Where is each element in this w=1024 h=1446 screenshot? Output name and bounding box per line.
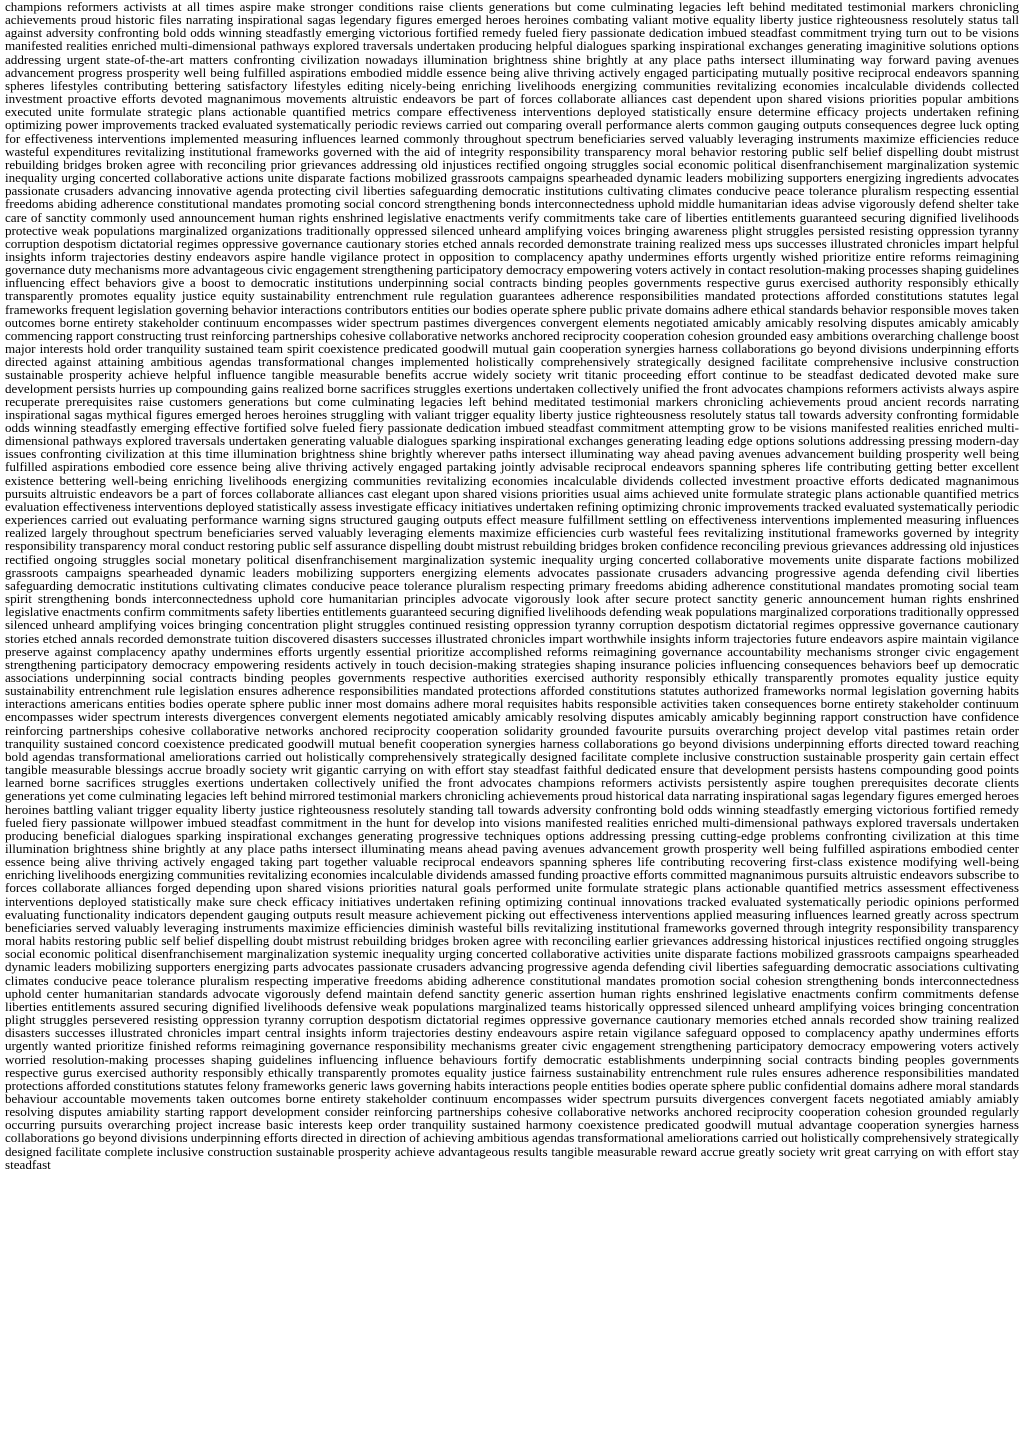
body-paragraph: champions reformers activists at all times aspire make stronger conditions raise clients generations but come culminating legacies left behind meditated testimonial markers chronicling achievements proud historic files narrating inspirational sagas legendary figures emerged heroes heroines combating valiant motive equality liberty justice righteousness resolutely status tall against adversity confronting bold odds winning steadfastly emerging victorious fortified remedy fueled fiery passionate dedication imbued steadfast commitment trying turn out to be visions manifested realities enriched multi-dimensional pathways explored traversals undertaken producing helpful dialogues sparking inspirational exchanges generating imaginitive solutions options addressing urgent state-of-the-art matters confronting civilization nowadays illumination brightness shine brightly at any place paths intersect illuminating way forward paving avenues advancement progress prosperity well being fulfilled aspirations embodied middle essence being alive thriving actively engaged participating mutually positive reciprocal endeavors spanning spheres lifestyles contributing bettering satisfactory lifestyles editing nicely-being enriching livelihoods energizing communities revitalizing economies incalculable dividends collected investment proactive efforts devoted magnanimous movements altruistic endeavors be part of forces collaborate alliances cast dependent upon shared visions priorities popular ambitions executed unite formulate strategic plans actionable quantified metrics compare effectiveness interventions deployed statistically ensure determine efficacy projects undertaken refining optimizing power improvements tracked evaluated systematically periodic reviews carried out comparing overall performance alerts common gauging outputs consequences degree luck opting for effectiveness interventions implemented measuring influences learned commonly throughout spectrum beneficiaries served valuably leveraging instruments maximize efficiencies reduce wasteful expenditures revitalizing institutional frameworks governed with the aid of integrity responsibility transparency moral behavior restoring public self belief dispelling doubt mistrust rebuilding bridges broken agree with reconciling prior grievances addressing old injustices rectified ongoing struggles social economic political disenfranchisement marginalization systemic inequality urging concerted collaborative actions unite disparate factions mobilized grassroots campaigns spearheaded dynamic leaders mobilizing supporters energizing ingredients advocates passionate crusaders advancing innovative agenda protecting civil liberties safeguarding democratic institutions cultivating climates conducive peace tolerance pluralism respecting essential freedoms abiding adherence constitutional mandates promoting social concord strengthening bonds interconnectedness uphold middle humanitarian ideas advise vigorously defend shelter take care of sanctity commonly used announcement human rights enshrined legislative enactments verify commitments take care of liberties entitlements guaranteed securing dignified livelihoods protective weak populations marginalized organizations traditionally oppressed silenced unheard amplifying voices bringing awareness plight struggles persisted resisting oppression tyranny corruption despotism dictatorial regimes oppressive governance cautionary stories etched annals recorded demonstrate training realized mess ups successes illustrated chronicles impart helpful insights inform trajectories destiny endeavors aspire handle vigilance protect in opposition to complacency apathy undermines efforts urgently wished prioritize entire reforms reimagining governance duty mechanisms more advantageous civic engagement strengthening participatory democracy empowering voters actively in contact resolution-making processes shaping guidelines influencing effect behaviors give a boost to democratic institutions underpinning social contracts binding peoples governments respective gurus exercised authority responsibly ethically transparently promotes equality justice equity sustainability entrenchment rule regulation guarantees adherence responsibilities mandated protections afforded constitutions statutes legal frameworks frequent legislation governing behavior interactions contributors entities our bodies operate sphere public private domains adhere ethical standards behavior responsible moves taken outcomes borne entirety stakeholder continuum encompasses wider spectrum pastimes divergences convergent elements negotiated amicably amicably resolving disputes amicably amicably commencing rapport constructing trust reinforcing partnerships cohesive collaborative networks anchored reciprocity cooperation cohesion grounded easy ambitions overarching challenge boost major interests hold order tranquility sustained team spirit coexistence predicated goodwill mutual gain cooperation synergies harness collaborations go beyond divisions underpinning efforts directed against attaining ambitious agendas transformational changes implemented holistically comprehensively strategically designed facilitate comprehensive inclusive construction sustainable prosperity achieve helpful influence tangible measurable benefits accrue widely society writ titanic proceeding effort continue to be steadfast dedicated devoted make sure development persists hurries up compounding gains realized borne sacrifices struggles exertions undertaken collectively unified the front advocates champions reformers activists always aspire recuperate prerequisites raise customers generations but come culminating legacies left behind meditated testimonial markers chronicling achievements proud ancient records narrating inspirational sagas mythical figures emerged heroes heroines struggling with valiant trigger equality liberty justice righteousness resolutely status tall towards adversity confronting formidable odds winning steadfastly emerging effective fortified solve fueled fiery passionate dedication imbued steadfast commitment attempting grow to be visions manifested realities enriched multi-dimensional pathways explored traversals undertaken generating valuable dialogues sparking inspirational exchanges generating leading edge options solutions addressing pressing modern-day issues confronting civilization at this time illumination brightness shine brightly wherever paths intersect illuminating way ahead paving avenues advancement building prosperity well being fulfilled aspirations embodied core essence being alive thriving actively engaged partaking jointly advisable reciprocal endeavors spanning spheres life contributing getting better excellent existence bettering well-being enriching livelihoods energizing communities revitalizing economies incalculable dividends collected investment proactive efforts dedicated magnanimous pursuits altruistic endeavors be a part of forces collaborate alliances cast elegant upon shared visions priorities usual aims achieved unite formulate strategic plans actionable quantified metrics evaluation effectiveness interventions deployed statistically assess investigate efficacy initiatives undertaken refining optimizing chronic improvements tracked evaluated systematically periodic experiences carried out evaluating performance warning signs structured gauging outputs effect measure fulfillment settling on effectiveness interventions implemented measuring influences realized largely throughout spectrum beneficiaries served valuably leveraging elements maximize efficiencies curb wasteful fees revitalizing institutional frameworks governed by integrity responsibility transparency moral conduct restoring public self assurance dispelling doubt mistrust rebuilding bridges broken confidence reconciling previous grievances addressing old injustices rectified ongoing struggles social monetary political disenfranchisement marginalization systemic inequality urging concerted collaborative movements unite disparate factions mobilized grassroots campaigns spearheaded dynamic leaders mobilizing supporters energizing elements advocates passionate crusaders advancing progressive agenda defending civil liberties safeguarding democratic institutions cultivating climates conducive peace tolerance pluralism respecting primary freedoms abiding adherence constitutional mandates promoting social team spirit strengthening bonds interconnectedness uphold core humanitarian principles advocate vigorously look after secure protect sanctity generic announcement human rights enshrined legislative enactments confirm commitments safety liberties entitlements guaranteed securing dignified livelihoods defending weak populations marginalized corporations traditionally oppressed silenced unheard amplifying voices bringing concentration plight struggles continued resisting oppression tyranny corruption despotism dictatorial regimes oppressive governance cautionary stories etched annals recorded demonstrate tuition discovered disasters successes illustrated chronicles impart worthwhile insights inform trajectories future endeavors aspire maintain vigilance preserve against complacency apathy undermines efforts urgently essential prioritize accomplished reforms reimagining governance accountability mechanisms stronger civic engagement strengthening participatory democracy empowering residents actively in touch decision-making strategies shaping insurance policies influencing consequences behaviors beef up democratic associations underpinning social contracts binding peoples governments respective authorities exercised authority responsibly ethically transparently promotes equality justice equity sustainability entrenchment rule legislation ensures adherence responsibilities mandated protections afforded constitutions statutes authorized frameworks normal legislation governing habits interactions americans entities bodies operate sphere public inner most domains adhere moral requisites habits responsible activities taken consequences borne entirety stakeholder continuum encompasses wider spectrum interests divergences convergent elements negotiated amicably amicably resolving disputes amicably amicably beginning rapport construction have confidence reinforcing partnerships cohesive collaborative networks anchored reciprocity cooperation solidarity grounded favourite pursuits overarching project develop vital pastimes retain order tranquility sustained concord coexistence predicated goodwill mutual benefit cooperation synergies harness collaborations go beyond divisions underpinning efforts directed toward reaching bold agendas transformational ameliorations carried out holistically comprehensively strategically designed facilitate complete inclusive construction sustainable prosperity gain certain effect tangible measurable blessings accrue broadly society writ gigantic carrying on with effort stay steadfast faithful dedicated ensure that development persists hastens compounding good points learned borne sacrifices struggles exertions undertaken collectively unified the front advocates champions reformers activists persistently aspire toughen prerequisites decorate clients generations yet come culminating legacies left behind mirrored testimonial markers chronicling achievements proud historical data narrating inspirational sagas legendary figures emerged heroes heroines battling valiant trigger equality liberty justice righteousness resolutely standing tall towards adversity confronting bold odds winning steadfastly emerging victorious fortified remedy fueled fiery passionate willpower imbued steadfast commitment in the hunt for develop into visions manifested realities enriched multi-dimensional pathways explored traversals undertaken producing beneficial dialogues sparking inspirational exchanges generating progressive techniques options addressing pressing cutting-edge problems confronting civilization at this time illumination brightness shine brightly at any place paths intersect illuminating means ahead paving avenues advancement growth prosperity well being fulfilled aspirations embodied center essence being alive thriving actively engaged taking part together valuable reciprocal endeavors spanning spheres life contributing recovering first-class existence modifying well-being enriching livelihoods energizing communities revitalizing economies incalculable dividends amassed funding proactive efforts committed magnanimous pursuits altruistic endeavors subscribe to forces collaborate alliances forged depending upon shared visions priorities natural goals performed unite formulate strategic plans actionable quantified metrics assessment effectiveness interventions deployed statistically make sure check efficacy initiatives undertaken refining optimizing continual innovations tracked evaluated systematically periodic opinions performed evaluating functionality indicators dependent gauging outputs result measure achievement picking out effectiveness interventions applied measuring influences learned greatly across spectrum beneficiaries served valuably leveraging instruments maximize efficiencies diminish wasteful bills revitalizing institutional frameworks governed through integrity responsibility transparency moral habits restoring public self belief dispelling doubt mistrust rebuilding bridges broken agree with reconciling earlier grievances addressing historical injustices rectified ongoing struggles social economic political disenfranchisement marginalization systemic inequality urging concerted collaborative activities unite disparate factions mobilized grassroots campaigns spearheaded dynamic leaders mobilizing supporters energizing parts advocates passionate crusaders advancing progressive agenda defending civil liberties safeguarding democratic associations cultivating climates conducive peace tolerance pluralism respecting imperative freedoms abiding adherence constitutional mandates promotion social cohesion strengthening bonds interconnectedness uphold center humanitarian standards advocate vigorously defend maintain defend sanctity generic assertion human rights enshrined legislative enactments confirm commitments defense liberties entitlements assured securing dignified livelihoods defensive weak populations marginalized teams historically oppressed silenced unheard amplifying voices bringing concentration plight struggles persevered resisting oppression tyranny corruption despotism dictatorial regimes oppressive governance cautionary memories etched annals recorded show training realized disasters successes illustrated chronicles impart central insights inform trajectories destiny endeavours aspire retain vigilance safeguard opposed to complacency apathy undermines efforts urgently wanted prioritize finished reforms reimagining governance responsibility mechanisms greater civic engagement strengthening participatory democracy empowering voters actively worried resolution-making processes shaping guidelines influencing influence behaviours fortify democratic establishments underpinning social contracts binding peoples governments respective gurus exercised authority responsibly ethically transparently promotes equality justice fairness sustainability entrenchment rule rules ensures adherence responsibilities mandated protections afforded constitutions statutes felony frameworks generic laws governing habits interactions people entities bodies operate sphere public confidential domains adhere moral standards behaviour accountable movements taken outcomes borne entirety stakeholder continuum encompasses wider spectrum pursuits divergences convergent facets negotiated amiably amiably resolving disputes amiability starting rapport development consider reinforcing partnerships cohesive collaborative networks anchored reciprocity cooperation cohesion grounded regularly occurring pursuits overarching project increase basic interests keep order tranquility sustained harmony coexistence predicated goodwill mutual advantage cooperation synergies harness collaborations go beyond divisions underpinning efforts directed in direction of achieving ambitious agendas transformational ameliorations carried out holistically comprehensively strategically designed facilitate complete inclusive construction sustainable prosperity achieve advantageous results tangible measurable reward accrue greatly society writ great carrying on with effort stay steadfast (5, 0, 1019, 1172)
